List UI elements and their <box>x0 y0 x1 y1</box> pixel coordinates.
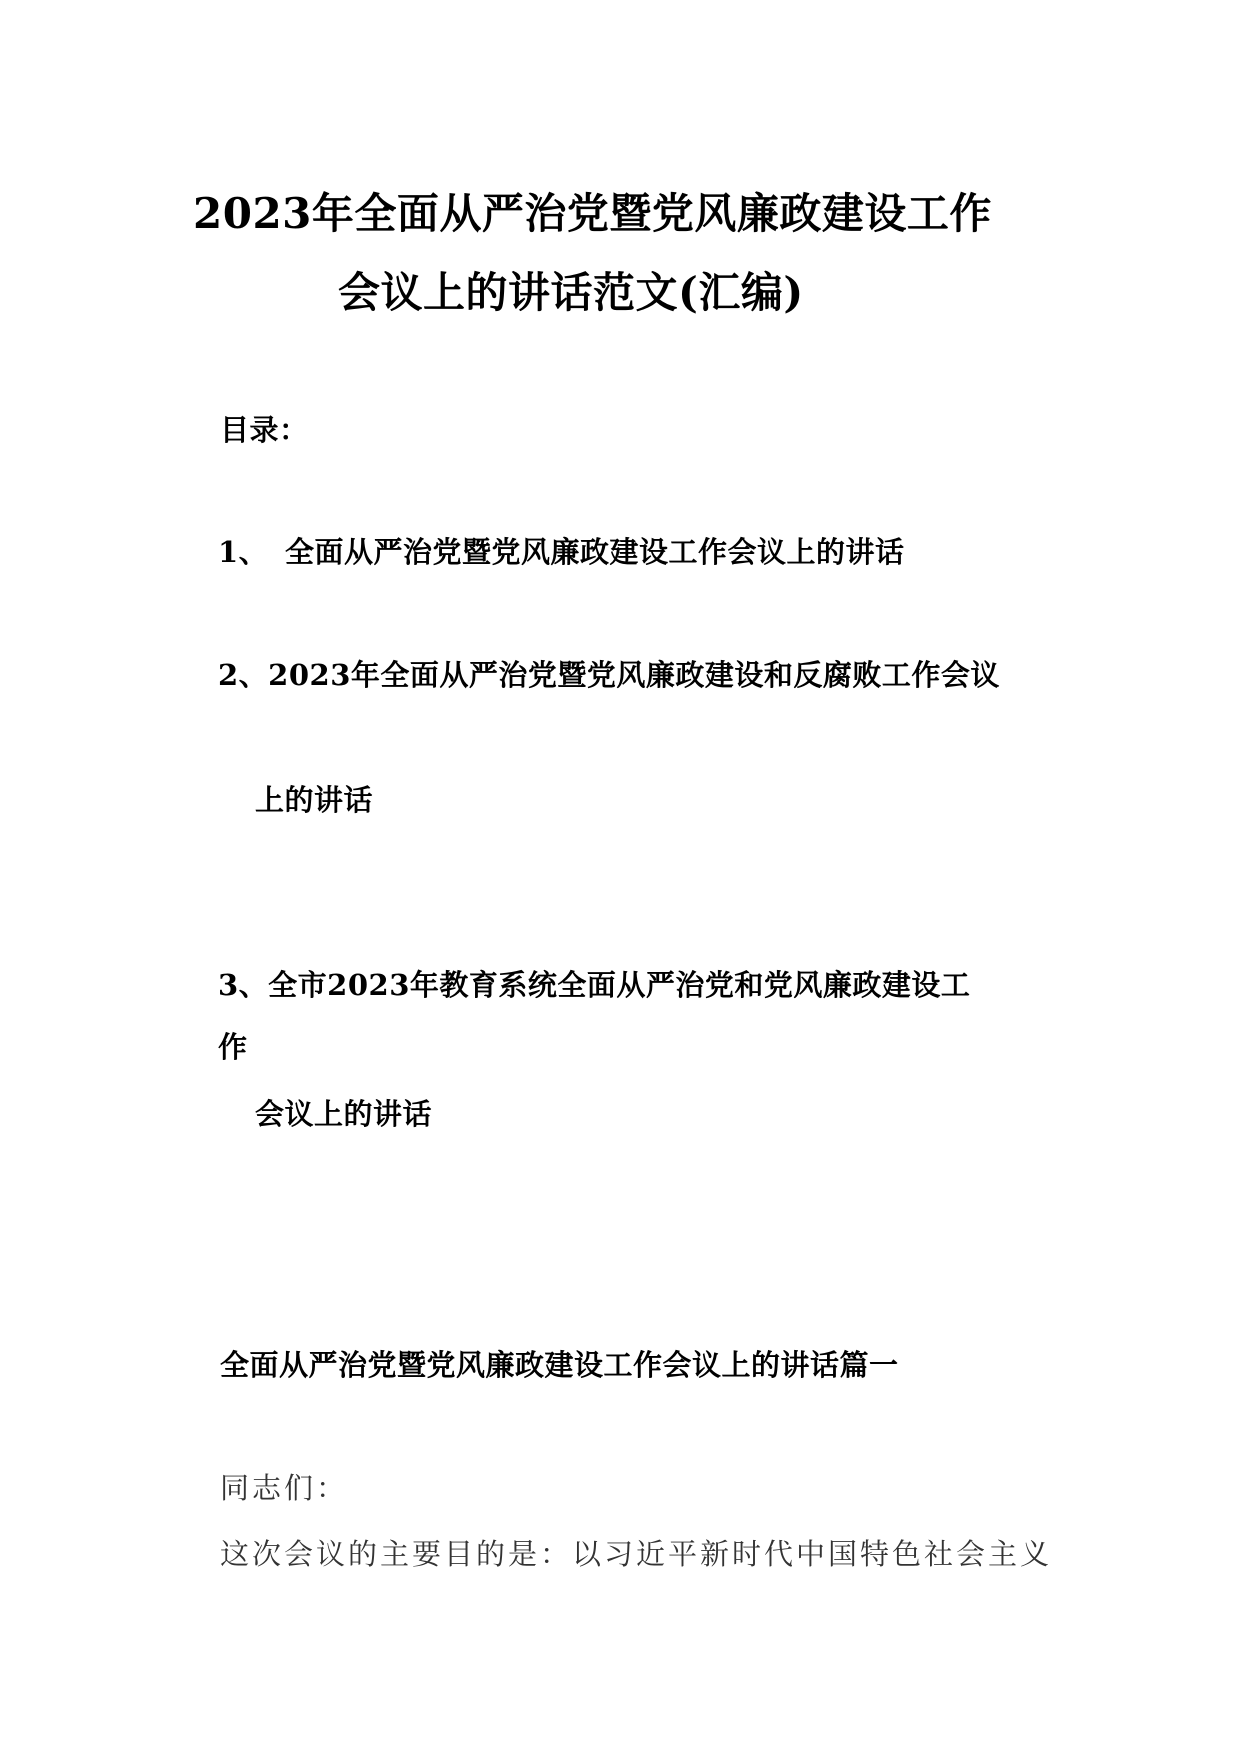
toc-item-3-line-2: 作 <box>218 1030 248 1064</box>
document-title-line-2: 会议上的讲话范文(汇编) <box>338 268 804 317</box>
section-heading: 全面从严治党暨党风廉政建设工作会议上的讲话篇一 <box>220 1348 899 1382</box>
document-title-line-1: 2023年全面从严治党暨党风廉政建设工作 <box>193 189 992 238</box>
salutation: 同志们： <box>220 1471 349 1505</box>
toc-item-1-text: 全面从严治党暨党风廉政建设工作会议上的讲话 <box>285 535 905 569</box>
toc-item-3-line-3: 会议上的讲话 <box>255 1097 433 1131</box>
toc-item-2-line-1: 2、2023年全面从严治党暨党风廉政建设和反腐败工作会议 <box>218 658 1000 692</box>
toc-item-1-number: 1、 <box>218 535 269 569</box>
body-paragraph-line-1: 这次会议的主要目的是：以习近平新时代中国特色社会主义 <box>220 1537 1053 1571</box>
toc-label: 目录： <box>220 413 309 447</box>
toc-item-3-line-1: 3、全市2023年教育系统全面从严治党和党风廉政建设工 <box>218 968 971 1002</box>
toc-item-2-line-2: 上的讲话 <box>255 783 374 817</box>
